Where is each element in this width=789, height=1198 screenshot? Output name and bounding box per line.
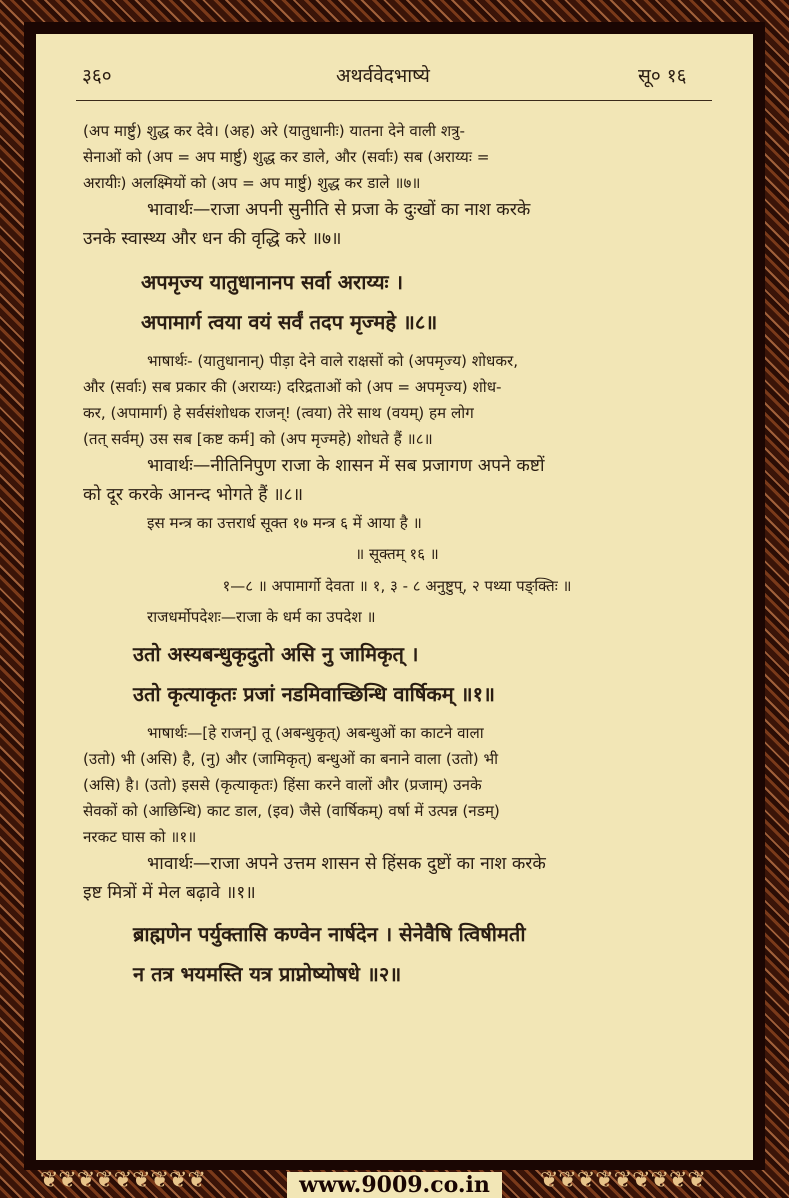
devata-line: १—८ ॥ अपामार्गो देवता ॥ १, ३ - ८ अनुष्टुप्, २ पथ्या पङ्क्तिः ॥: [222, 577, 572, 595]
ornament-icon: ❦❦❦❦❦❦❦❦❦: [40, 1168, 206, 1193]
footer-url: www.9009.co.in: [287, 1172, 502, 1198]
text-line: अरायीः) अलक्ष्मियों को (अप = अप मार्ष्टु) शुद्ध कर डाले ॥७॥: [83, 174, 421, 192]
ornament-icon: ❦❦❦❦❦❦❦❦❦: [540, 1168, 706, 1193]
bhavartha-line: इष्ट मित्रों में मेल बढ़ावे ॥१॥: [83, 883, 256, 903]
mantra-line: अपमृज्य यातुधानानप सर्वा अराय्यः ।: [141, 270, 404, 294]
mantra-line: उतो अस्यबन्धुकृदुतो असि नु जामिकृत् ।: [133, 642, 419, 666]
page-number: ३६०: [82, 65, 112, 87]
bhavartha-line: उनके स्वास्थ्य और धन की वृद्धि करे ॥७॥: [83, 229, 342, 249]
text-line: सेनाओं को (अप = अप मार्ष्टु) शुद्ध कर डाले, और (सर्वाः) सब (अराय्यः =: [83, 148, 490, 166]
bhavartha-line: भावार्थः—राजा अपने उत्तम शासन से हिंसक दुष्टों का नाश करके: [147, 854, 546, 874]
mantra-line: न तत्र भयमस्ति यत्र प्राप्नोष्योषधे ॥२॥: [133, 962, 402, 986]
bhashartha-line: और (सर्वाः) सब प्रकार की (अराय्यः) दरिद्रताओं को (अप = अपमृज्य) शोध-: [83, 378, 502, 396]
book-page: [36, 34, 753, 1160]
mantra-line: ब्राह्मणेन पर्युक्तासि कण्वेन नार्षदेन । सेनेवैषि त्विषीमती: [133, 922, 526, 946]
bhavartha-line: भावार्थः—राजा अपनी सुनीति से प्रजा के दुःखों का नाश करके: [147, 200, 531, 220]
bhashartha-line: सेवकों को (आछिन्धि) काट डाल, (इव) जैसे (वार्षिकम्) वर्षा में उत्पन्न (नडम्): [83, 802, 500, 820]
mantra-line: अपामार्ग त्वया वयं सर्वं तदप मृज्महे ॥८॥: [141, 310, 438, 334]
page-header: [36, 62, 753, 92]
bhavartha-line: को दूर करके आनन्द भोगते हैं ॥८॥: [83, 485, 304, 505]
bhashartha-line: (उतो) भी (असि) है, (नु) और (जामिकृत्) बन्धुओं का बनाने वाला (उतो) भी: [83, 750, 499, 768]
sukta-title: ॥ सूक्तम् १६ ॥: [355, 545, 439, 563]
upadesh-line: राजधर्मोपदेशः—राजा के धर्म का उपदेश ॥: [147, 608, 376, 626]
note-line: इस मन्त्र का उत्तरार्ध सूक्त १७ मन्त्र ६ में आया है ॥: [147, 514, 422, 532]
sukta-number: सू० १६: [638, 65, 687, 87]
bhashartha-line: (तत् सर्वम्) उस सब [कष्ट कर्म] को (अप मृज्महे) शोधते हैं ॥८॥: [83, 430, 433, 448]
bhashartha-line: नरकट घास को ॥१॥: [83, 828, 197, 846]
bhashartha-line: (असि) है। (उतो) इससे (कृत्याकृतः) हिंसा करने वालों और (प्रजाम्) उनके: [83, 776, 482, 794]
bhavartha-line: भावार्थः—नीतिनिपुण राजा के शासन में सब प्रजागण अपने कष्टों: [147, 456, 545, 476]
text-line: (अप मार्ष्टु) शुद्ध कर देवे। (अह) अरे (यातुधानीः) यातना देने वाली शत्रु-: [83, 122, 466, 140]
header-rule: [76, 100, 712, 101]
page-body: [83, 118, 711, 994]
bhashartha-line: भाषार्थः- (यातुधानान्) पीड़ा देने वाले राक्षसों को (अपमृज्य) शोधकर,: [147, 352, 519, 370]
bhashartha-line: कर, (अपामार्ग) हे सर्वसंशोधक राजन्! (त्वया) तेरे साथ (वयम्) हम लोग: [83, 404, 474, 422]
bhashartha-line: भाषार्थः—[हे राजन्] तू (अबन्धुकृत्) अबन्धुओं का काटने वाला: [147, 724, 484, 742]
site-watermark: [0, 1172, 789, 1198]
page-title: अथर्ववेदभाष्ये: [336, 65, 430, 87]
mantra-line: उतो कृत्याकृतः प्रजां नडमिवाच्छिन्धि वार्षिकम् ॥१॥: [133, 682, 496, 706]
